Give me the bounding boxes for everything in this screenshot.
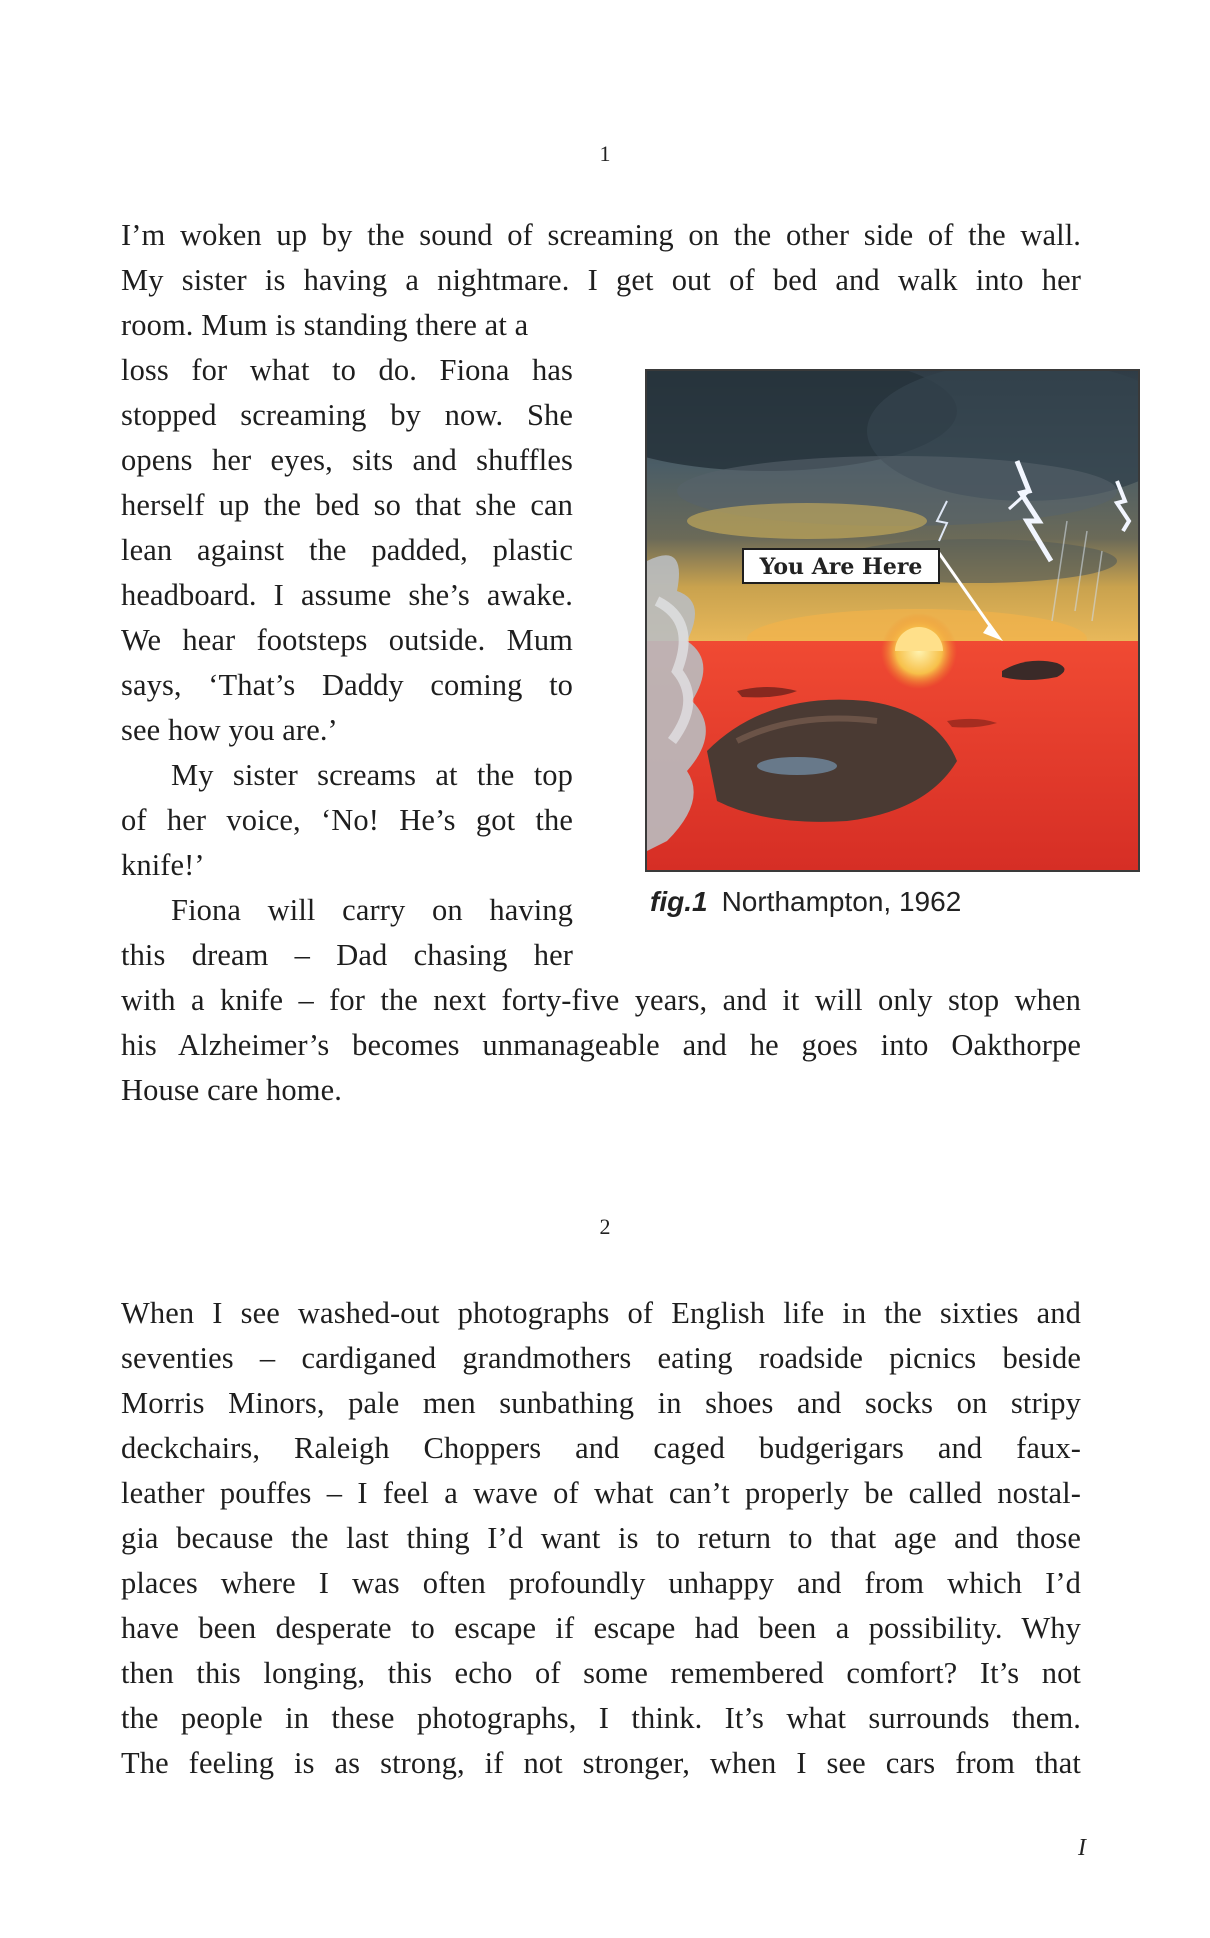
text-line: see how you are.’ xyxy=(121,713,338,747)
text-line: the people in these photographs, I think. It’s what surrounds them. xyxy=(121,1701,1081,1735)
text-line: We hear footsteps outside. Mum xyxy=(121,623,573,657)
text-line: My sister screams at the top xyxy=(171,758,573,792)
text-line: deckchairs, Raleigh Choppers and caged budgerigars and faux- xyxy=(121,1431,1081,1465)
text-line: says, ‘That’s Daddy coming to xyxy=(121,668,573,702)
text-line: then this longing, this echo of some remembered comfort? It’s not xyxy=(121,1656,1081,1690)
figure-caption-text: Northampton, 1962 xyxy=(721,886,962,917)
figure-caption xyxy=(650,886,961,918)
text-line: knife!’ xyxy=(121,848,205,882)
text-line: When I see washed-out photographs of English life in the sixties and xyxy=(121,1296,1081,1330)
text-line: lean against the padded, plastic xyxy=(121,533,573,567)
figure-caption-label: fig.1 xyxy=(650,886,708,917)
section-number-1: 1 xyxy=(599,141,611,166)
text-line: Morris Minors, pale men sunbathing in shoes and socks on stripy xyxy=(121,1386,1081,1420)
text-line: places where I was often profoundly unhappy and from which I’d xyxy=(121,1566,1081,1600)
text-line: I’m woken up by the sound of screaming on the other side of the wall. xyxy=(121,218,1081,252)
text-line: this dream – Dad chasing her xyxy=(121,938,573,972)
text-line: of her voice, ‘No! He’s got the xyxy=(121,803,573,837)
text-line: opens her eyes, sits and shuffles xyxy=(121,443,573,477)
text-line: have been desperate to escape if escape had been a possibility. Why xyxy=(121,1611,1081,1645)
text-line: seventies – cardiganed grandmothers eating roadside picnics beside xyxy=(121,1341,1081,1375)
figure-label: You Are Here xyxy=(759,554,923,580)
page-number: I xyxy=(1078,1835,1086,1861)
text-line: headboard. I assume she’s awake. xyxy=(121,578,573,612)
text-line: House care home. xyxy=(121,1073,342,1107)
text-line: Fiona will carry on having xyxy=(171,893,573,927)
text-line: his Alzheimer’s becomes unmanageable and he goes into Oakthorpe xyxy=(121,1028,1081,1062)
text-line: My sister is having a nightmare. I get out of bed and walk into her xyxy=(121,263,1081,297)
text-line: leather pouffes – I feel a wave of what can’t properly be called nostal- xyxy=(121,1476,1081,1510)
text-line: with a knife – for the next forty-five years, and it will only stop when xyxy=(121,983,1081,1017)
text-line: The feeling is as strong, if not stronger, when I see cars from that xyxy=(121,1746,1081,1780)
section-number-2: 2 xyxy=(599,1214,611,1239)
figure-illustration xyxy=(645,369,1140,872)
text-line: room. Mum is standing there at a xyxy=(121,308,529,342)
storm-sea-painting xyxy=(647,371,1138,870)
text-line: loss for what to do. Fiona has xyxy=(121,353,573,387)
text-line: stopped screaming by now. She xyxy=(121,398,573,432)
text-line: herself up the bed so that she can xyxy=(121,488,573,522)
text-line: gia because the last thing I’d want is to return to that age and those xyxy=(121,1521,1081,1555)
